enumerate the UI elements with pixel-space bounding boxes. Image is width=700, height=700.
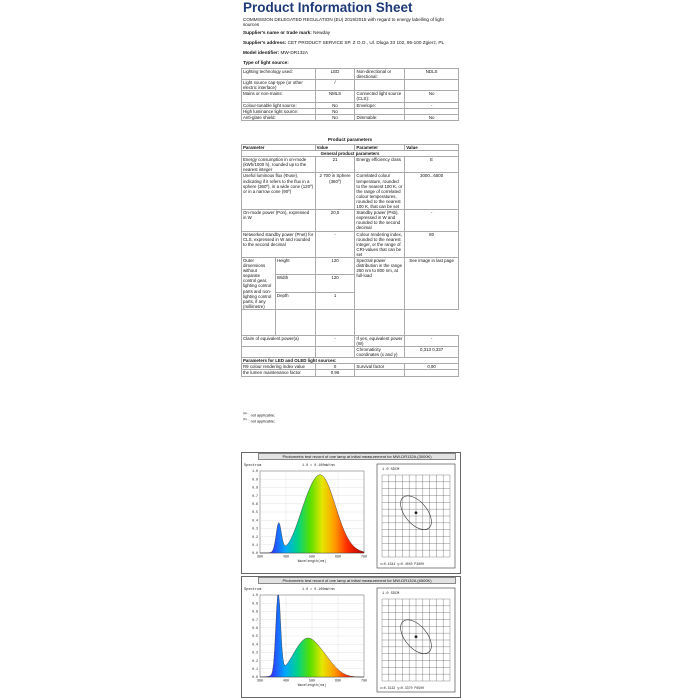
parameter-cell: Survival factor <box>355 364 405 370</box>
parameter-cell: Energy efficiency class <box>355 157 405 173</box>
value-cell: See image in last page <box>405 257 459 309</box>
parameter-cell <box>355 80 405 91</box>
footnote-text: : not applicable; <box>248 419 276 424</box>
footnotes <box>243 411 275 424</box>
product-parameters-table <box>241 144 459 377</box>
empty-cell <box>355 309 405 335</box>
value-cell: - <box>315 335 355 346</box>
value-cell: / <box>315 80 355 91</box>
parameter-cell: Spectral power distribution in the range 250 nm to 800 nm, at full-load <box>355 257 405 309</box>
y-tick-label: 0.9 <box>252 477 258 482</box>
y-tick-label: 0.5 <box>252 634 258 639</box>
value-cell: E <box>405 157 459 173</box>
value-cell: 3000...6500 <box>405 173 459 210</box>
dimension-row <box>242 309 459 335</box>
x-tick-label: 780 <box>361 554 367 559</box>
x-tick-label: 580 <box>309 554 315 559</box>
x-tick-label: 380 <box>257 678 263 683</box>
y-tick-label: 0.1 <box>252 667 258 671</box>
y-tick-label: 1.0 <box>252 593 258 598</box>
value-cell: 21 <box>315 157 355 173</box>
empty-cell <box>275 309 315 335</box>
regulation-intro: COMMISSION DELEGATED REGULATION (EU) 2019/2015 with regard to energy labelling of light sources <box>243 17 444 28</box>
parameter-cell <box>242 347 316 358</box>
value-cell: - <box>405 210 459 231</box>
model-label: Model identifier: <box>243 50 280 55</box>
dimension-value: 120 <box>315 275 355 292</box>
y-axis-title: Spectrum <box>244 588 262 592</box>
spectrum-caption: 1.0 = 0.100mW/nm <box>302 588 335 592</box>
y-tick-label: 0.8 <box>252 609 258 614</box>
parameter-cell <box>355 370 405 376</box>
value-cell: - <box>405 335 459 346</box>
chromaticity-point <box>415 635 418 638</box>
y-tick-label: 0.6 <box>252 626 258 630</box>
spectrum-chart <box>242 585 372 689</box>
table-row <box>242 69 459 80</box>
panel-title: Photometric test record of one lamp at initial measurement for MW-DR132A (3000K) <box>258 453 456 460</box>
value-cell: No <box>405 114 459 120</box>
table-row <box>242 80 459 91</box>
panel-title: Photometric test record of one lamp at initial measurement for MW-DR132A (6500K) <box>258 577 456 584</box>
y-tick-label: 0.5 <box>252 510 258 515</box>
chromaticity-caption: 1.0 SDCM <box>382 592 400 596</box>
footnote-mark: (a) - <box>243 411 249 415</box>
value-cell <box>405 370 459 376</box>
empty-cell <box>315 309 355 335</box>
x-tick-label: 780 <box>361 678 367 683</box>
dimension-name: Height <box>275 257 315 274</box>
parameter-cell: Chromaticity coordinates (x and y) <box>355 347 405 358</box>
spectrum-curve <box>260 475 364 553</box>
dimension-value: 120 <box>315 257 355 274</box>
table-row <box>242 91 459 102</box>
table-row <box>242 347 459 358</box>
address-line <box>243 40 444 45</box>
chromaticity-chart <box>376 587 456 693</box>
parameter-cell: Colour-tunable light source: <box>242 102 316 108</box>
address-label: Supplier's address: <box>243 40 287 45</box>
light-source-type-table <box>241 68 459 121</box>
spectrum-chart <box>242 461 372 565</box>
parameter-cell: the lumen maintenance factor <box>242 370 316 376</box>
value-cell <box>405 80 459 91</box>
chromaticity-chart <box>376 463 456 569</box>
value-cell: - <box>315 231 355 257</box>
table-row <box>242 370 459 376</box>
footnote <box>243 417 275 423</box>
parameter-cell: If yes, equivalent power (W) <box>355 335 405 346</box>
y-tick-label: 0.7 <box>252 493 258 498</box>
parameter-cell: Energy consumption in on-mode (kWh/1000 h), rounded up to the nearest integer <box>242 157 316 173</box>
empty-cell <box>242 309 276 335</box>
parameter-cell: Dimmable: <box>355 114 405 120</box>
y-tick-label: 0.3 <box>252 650 258 655</box>
footnote-mark: (b) - <box>243 417 249 422</box>
parameter-cell: Correlated colour temperature, rounded to the nearest 100 K, or the range of correlated colour temperatures, rounded to the nearest 100 K, that can be set <box>355 173 405 210</box>
chromaticity-caption: 1.0 SDCM <box>382 468 400 472</box>
value-cell: 0,313 0,337 <box>405 347 459 358</box>
table-row <box>242 210 459 231</box>
chromaticity-point <box>415 511 418 514</box>
y-tick-label: 0.0 <box>252 551 258 556</box>
dimension-name: Width <box>275 275 315 292</box>
params-section-title: Product parameters <box>327 137 373 142</box>
parameter-cell: Connected light source (CLS): <box>355 91 405 102</box>
y-tick-label: 0.0 <box>252 675 258 680</box>
led-params-title: Parameters for LED and OLED light sources: <box>242 358 459 364</box>
y-tick-label: 0.7 <box>252 617 258 622</box>
x-tick-label: 480 <box>283 678 289 683</box>
table-row <box>242 231 459 257</box>
parameter-cell: Lighting technology used: <box>242 69 316 80</box>
parameter-cell: Useful luminous flux (Φuse), indicating if it refers to the flux in a sphere (360º), in a wide cone (120º) or in a narrow cone (90º) <box>242 173 316 210</box>
photometric-panel-3000k <box>241 452 461 574</box>
value-cell: - <box>405 102 459 108</box>
parameter-cell: Networked standby power (Pnet) for CLS, expressed in W and rounded to the second decimal <box>242 231 316 257</box>
parameter-cell: High luminance light source: <box>242 108 316 114</box>
table-row <box>242 157 459 173</box>
page-title: Product Information Sheet <box>243 0 413 15</box>
x-tick-label: 580 <box>309 678 315 683</box>
y-tick-label: 0.2 <box>252 658 258 663</box>
header-cell: Value <box>405 145 459 151</box>
supplier-line <box>243 30 330 35</box>
y-tick-label: 0.3 <box>252 526 258 531</box>
y-tick-label: 0.8 <box>252 485 258 490</box>
y-tick-label: 0.6 <box>252 502 258 506</box>
dimension-row <box>242 257 459 274</box>
value-cell: NMLS <box>315 91 355 102</box>
parameter-cell: On-mode power (Pon), expressed in W <box>242 210 316 231</box>
general-params-title: General product parameters <box>242 151 459 157</box>
y-tick-label: 0.9 <box>252 601 258 606</box>
value-cell: No <box>315 114 355 120</box>
y-tick-label: 1.0 <box>252 469 258 474</box>
value-cell: No <box>405 91 459 102</box>
dimension-name: Depth <box>275 292 315 309</box>
parameter-cell: Standby power (Psb), expressed in W and rounded to the second decimal <box>355 210 405 231</box>
model-value: MW-DR132A <box>280 50 309 55</box>
x-axis-title: Wavelength(nm) <box>297 684 327 688</box>
chromaticity-coords: x=0.3132 y=0.3370 P6500 <box>380 686 424 690</box>
header-cell: Value <box>315 145 355 151</box>
parameter-cell: Colour rendering index, rounded to the nearest integer, or the range of CRI-values that can be set <box>355 231 405 257</box>
x-axis-title: Wavelength(nm) <box>297 560 327 564</box>
value-cell: 2 700 in Sphere (360º) <box>315 173 355 210</box>
value-cell <box>315 347 355 358</box>
value-cell: 0 <box>315 364 355 370</box>
header-cell: Parameter <box>355 145 405 151</box>
chromaticity-coords: x=0.4344 y=0.4050 P3000 <box>380 562 424 566</box>
parameter-cell: Mains or non-mains: <box>242 91 316 102</box>
parameter-cell: Non-directional or directional: <box>355 69 405 80</box>
x-tick-label: 680 <box>335 678 341 683</box>
parameter-cell: Light source cap-type (or other electric interface) <box>242 80 316 91</box>
parameter-cell: Anti-glare shield: <box>242 114 316 120</box>
x-tick-label: 680 <box>335 554 341 559</box>
table-row <box>242 173 459 210</box>
x-tick-label: 380 <box>257 554 263 559</box>
value-cell: LED <box>315 69 355 80</box>
dimensions-label: Outer dimensions without separate control gear, lighting control parts and non-lighting control parts, if any (millimetre) <box>242 257 276 309</box>
address-value: CET PRODUCT SERVICE SP. Z O.O., Ul. Dluga 33 102, 95-100 Zgierz, PL <box>287 40 445 45</box>
y-tick-label: 0.2 <box>252 534 258 539</box>
value-cell: 20,5 <box>315 210 355 231</box>
supplier-value: Newday <box>313 30 331 35</box>
value-cell: 0,96 <box>315 370 355 376</box>
table-row <box>242 114 459 120</box>
model-line <box>243 50 308 55</box>
y-tick-label: 0.1 <box>252 543 258 547</box>
y-tick-label: 0.4 <box>252 642 258 647</box>
x-tick-label: 480 <box>283 554 289 559</box>
value-cell: No <box>315 108 355 114</box>
table-row <box>242 335 459 346</box>
parameter-cell: Envelope: <box>355 102 405 108</box>
value-cell: 80 <box>405 231 459 257</box>
parameter-cell: R9 colour rendering index value <box>242 364 316 370</box>
supplier-label: Supplier's name or trade mark: <box>243 30 312 35</box>
value-cell: No <box>315 102 355 108</box>
y-axis-title: Spectrum <box>244 464 262 468</box>
dimension-value: 1 <box>315 292 355 309</box>
type-section-title: Type of light source: <box>243 60 289 65</box>
spectrum-caption: 1.0 = 0.100mW/nm <box>302 464 335 468</box>
parameter-cell: Claim of equivalent power(a) <box>242 335 316 346</box>
photometric-panel-6500k <box>241 576 461 698</box>
footnote-text: : not applicable; <box>248 413 276 418</box>
y-tick-label: 0.4 <box>252 518 258 523</box>
value-cell: NDLS <box>405 69 459 80</box>
header-cell: Parameter <box>242 145 316 151</box>
product-information-sheet <box>241 0 459 442</box>
value-cell: 0,90 <box>405 364 459 370</box>
